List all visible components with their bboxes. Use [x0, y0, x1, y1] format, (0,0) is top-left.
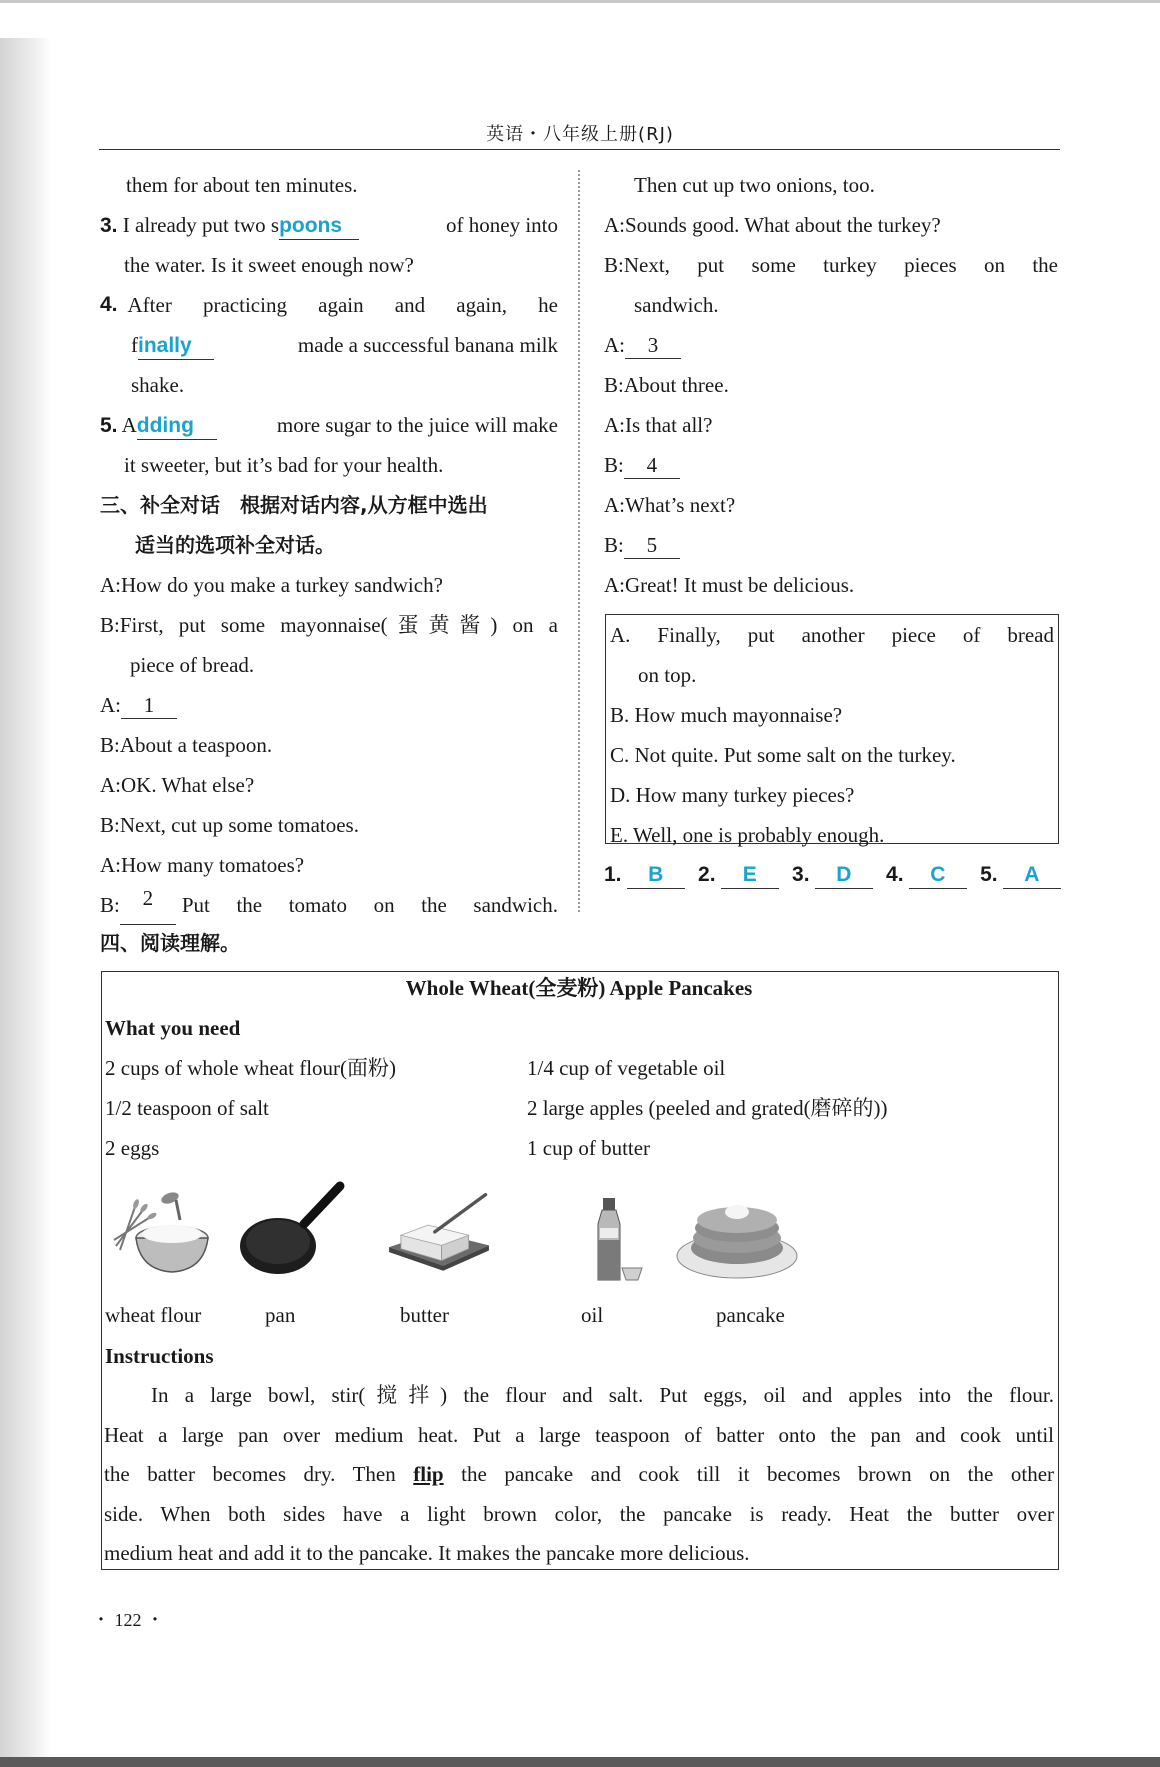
- dialog-line: [100, 605, 558, 645]
- ingredient-right-1: 1/4 cup of vegetable oil: [527, 1056, 726, 1080]
- question-4-line3: shake.: [131, 373, 185, 397]
- dialog-text: Next, cut up some tomatoes.: [119, 813, 359, 837]
- dialog-text: Next, put some turkey pieces on the: [623, 253, 1058, 277]
- dialog-line: [604, 245, 1058, 285]
- dialog-blank: 2: [120, 885, 176, 925]
- flip-word: flip: [413, 1462, 444, 1487]
- dialog-text: What’s next?: [625, 493, 736, 517]
- instructions-heading: Instructions: [105, 1344, 214, 1368]
- viewer-top-bar: [0, 0, 1160, 3]
- dialog-line: [100, 845, 558, 885]
- options-box: [605, 614, 1059, 847]
- need-heading: What you need: [105, 1016, 241, 1040]
- answer-slot-3: D: [815, 861, 873, 889]
- ingredient-left-1: 2 cups of whole wheat flour(面粉): [105, 1056, 397, 1080]
- speaker-label: B:: [604, 453, 624, 477]
- speaker-label: A:: [604, 493, 625, 517]
- instructions-paragraph: [104, 1376, 1054, 1574]
- picture-label-oil: oil: [581, 1303, 604, 1327]
- speaker-label: A:: [100, 573, 121, 597]
- dialog-text: Put the tomato on the sandwich.: [181, 893, 558, 917]
- answer-blank-4: inally: [138, 332, 214, 360]
- dialog-text: How many tomatoes?: [121, 853, 305, 877]
- page-number: ・ 122 ・: [92, 1610, 164, 1630]
- continued-line: them for about ten minutes.: [126, 173, 358, 197]
- dialog-line: [604, 365, 1058, 405]
- section-4-title: 四、阅读理解。: [100, 931, 240, 955]
- answer-slot-2: E: [721, 861, 779, 889]
- dialog-line: [130, 645, 254, 685]
- dialog-text: About a teaspoon.: [119, 733, 273, 757]
- dialog-text: First, put some mayonnaise(蛋黄酱) on a: [119, 613, 558, 637]
- instruction-line-5: medium heat and add it to the pancake. It makes the pancake more delicious.: [104, 1541, 750, 1566]
- dialog-line: [100, 725, 558, 765]
- section-3-title: 三、补全对话 根据对话内容,从方框中选出: [100, 493, 488, 517]
- dialog-line: [604, 485, 1058, 525]
- speaker-label: B:: [100, 613, 120, 637]
- dialog-text: piece of bread.: [130, 653, 255, 677]
- butter-icon: [384, 1176, 494, 1286]
- dialog-text: OK. What else?: [121, 773, 255, 797]
- dialog-line: [100, 805, 558, 845]
- option-d: D. How many turkey pieces?: [610, 783, 855, 807]
- dialog-line: [634, 285, 719, 325]
- column-divider: [578, 170, 580, 912]
- page-header: 英语・八年级上册(RJ): [486, 124, 674, 145]
- pancake-icon: [672, 1176, 802, 1286]
- speaker-label: B:: [604, 253, 624, 277]
- option-a-line2: on top.: [638, 663, 697, 687]
- picture-label-pan: pan: [265, 1303, 296, 1327]
- dialog-line: [604, 445, 680, 485]
- dialog-blank: 3: [625, 332, 681, 359]
- answer-slot-1: B: [627, 861, 685, 889]
- viewer-bottom-bar: [0, 1757, 1160, 1767]
- question-5: 5. Adding more sugar to the juice will make: [100, 405, 558, 446]
- speaker-label: A:: [100, 773, 121, 797]
- dialog-line: [604, 565, 1058, 605]
- oil-icon: [556, 1176, 666, 1286]
- dialog-text: Then cut up two onions, too.: [634, 173, 875, 197]
- pan-icon: [236, 1176, 346, 1286]
- dialog-line: [634, 165, 875, 205]
- instruction-line-2: Heat a large pan over medium heat. Put a large teaspoon of batter onto the pan and cook until: [104, 1422, 1054, 1447]
- dialog-line: [604, 205, 1058, 245]
- ingredient-left-2: 1/2 teaspoon of salt: [105, 1096, 269, 1120]
- dialog-text: About three.: [623, 373, 729, 397]
- dialog-line: [604, 325, 681, 365]
- section-3-title-line2: 适当的选项补全对话。: [135, 533, 335, 557]
- question-3: 3. I already put two spoons of honey into: [100, 205, 558, 246]
- dialog-line: [604, 405, 1058, 445]
- answer-slot-4: C: [909, 861, 967, 889]
- option-c: C. Not quite. Put some salt on the turkey.: [610, 743, 956, 767]
- picture-label-pancake: pancake: [716, 1303, 785, 1327]
- speaker-label: A:: [100, 853, 121, 877]
- dialog-blank: 5: [624, 532, 680, 559]
- ingredient-right-3: 1 cup of butter: [527, 1136, 651, 1160]
- question-4: 4. After practicing again and again, he: [100, 293, 558, 317]
- answer-blank-3: poons: [279, 212, 359, 240]
- ingredient-right-2: 2 large apples (peeled and grated(磨碎的)): [527, 1096, 888, 1120]
- header-rule: [99, 149, 1060, 150]
- question-3-line2: the water. Is it sweet enough now?: [124, 253, 414, 277]
- speaker-label: B:: [604, 373, 624, 397]
- dialog-text: Is that all?: [625, 413, 713, 437]
- option-e: E. Well, one is probably enough.: [610, 823, 885, 847]
- dialog-text: Great! It must be delicious.: [625, 573, 855, 597]
- recipe-title: Whole Wheat(全麦粉) Apple Pancakes: [405, 976, 753, 1000]
- dialog-line: [100, 685, 177, 725]
- dialog-line: [604, 525, 680, 565]
- question-4-line2: finally made a successful banana milk: [131, 325, 558, 365]
- instruction-line-3: the batter becomes dry. Then flip the pancake and cook till it becomes brown on the other: [104, 1462, 1055, 1487]
- speaker-label: A:: [604, 413, 625, 437]
- dialog-blank: 4: [624, 452, 680, 479]
- dialog-text: How do you make a turkey sandwich?: [121, 573, 443, 597]
- question-5-line2: it sweeter, but it’s bad for your health.: [124, 453, 444, 477]
- speaker-label: A:: [604, 333, 625, 357]
- dialog-text: Sounds good. What about the turkey?: [625, 213, 941, 237]
- speaker-label: B:: [100, 893, 120, 917]
- dialog-line: [100, 885, 558, 925]
- instruction-line-4: side. When both sides have a light brown color, the pancake is ready. Heat the butter over: [104, 1501, 1054, 1526]
- speaker-label: B:: [100, 733, 120, 757]
- wheat-flour-icon: [106, 1176, 216, 1286]
- speaker-label: B:: [100, 813, 120, 837]
- answer-slot-5: A: [1003, 861, 1061, 889]
- dialog-line: [100, 765, 558, 805]
- instruction-line-1: In a large bowl, stir(搅拌) the flour and salt. Put eggs, oil and apples into the flour.: [151, 1383, 1054, 1407]
- ingredient-left-3: 2 eggs: [105, 1136, 160, 1160]
- speaker-label: A:: [100, 693, 121, 717]
- dialog-line: [100, 565, 558, 605]
- answer-row: 1. B 2. E 3. D 4. C 5. A: [604, 856, 1069, 893]
- speaker-label: A:: [604, 573, 625, 597]
- speaker-label: A:: [604, 213, 625, 237]
- picture-label-butter: butter: [400, 1303, 449, 1327]
- picture-label-wheat-flour: wheat flour: [105, 1303, 202, 1327]
- option-a: A. Finally, put another piece of bread: [610, 623, 1054, 647]
- speaker-label: B:: [604, 533, 624, 557]
- answer-blank-5: dding: [137, 412, 217, 440]
- option-b: B. How much mayonnaise?: [610, 703, 843, 727]
- page-edge-shadow: [0, 38, 52, 1758]
- dialog-text: sandwich.: [634, 293, 719, 317]
- dialog-blank: 1: [121, 692, 177, 719]
